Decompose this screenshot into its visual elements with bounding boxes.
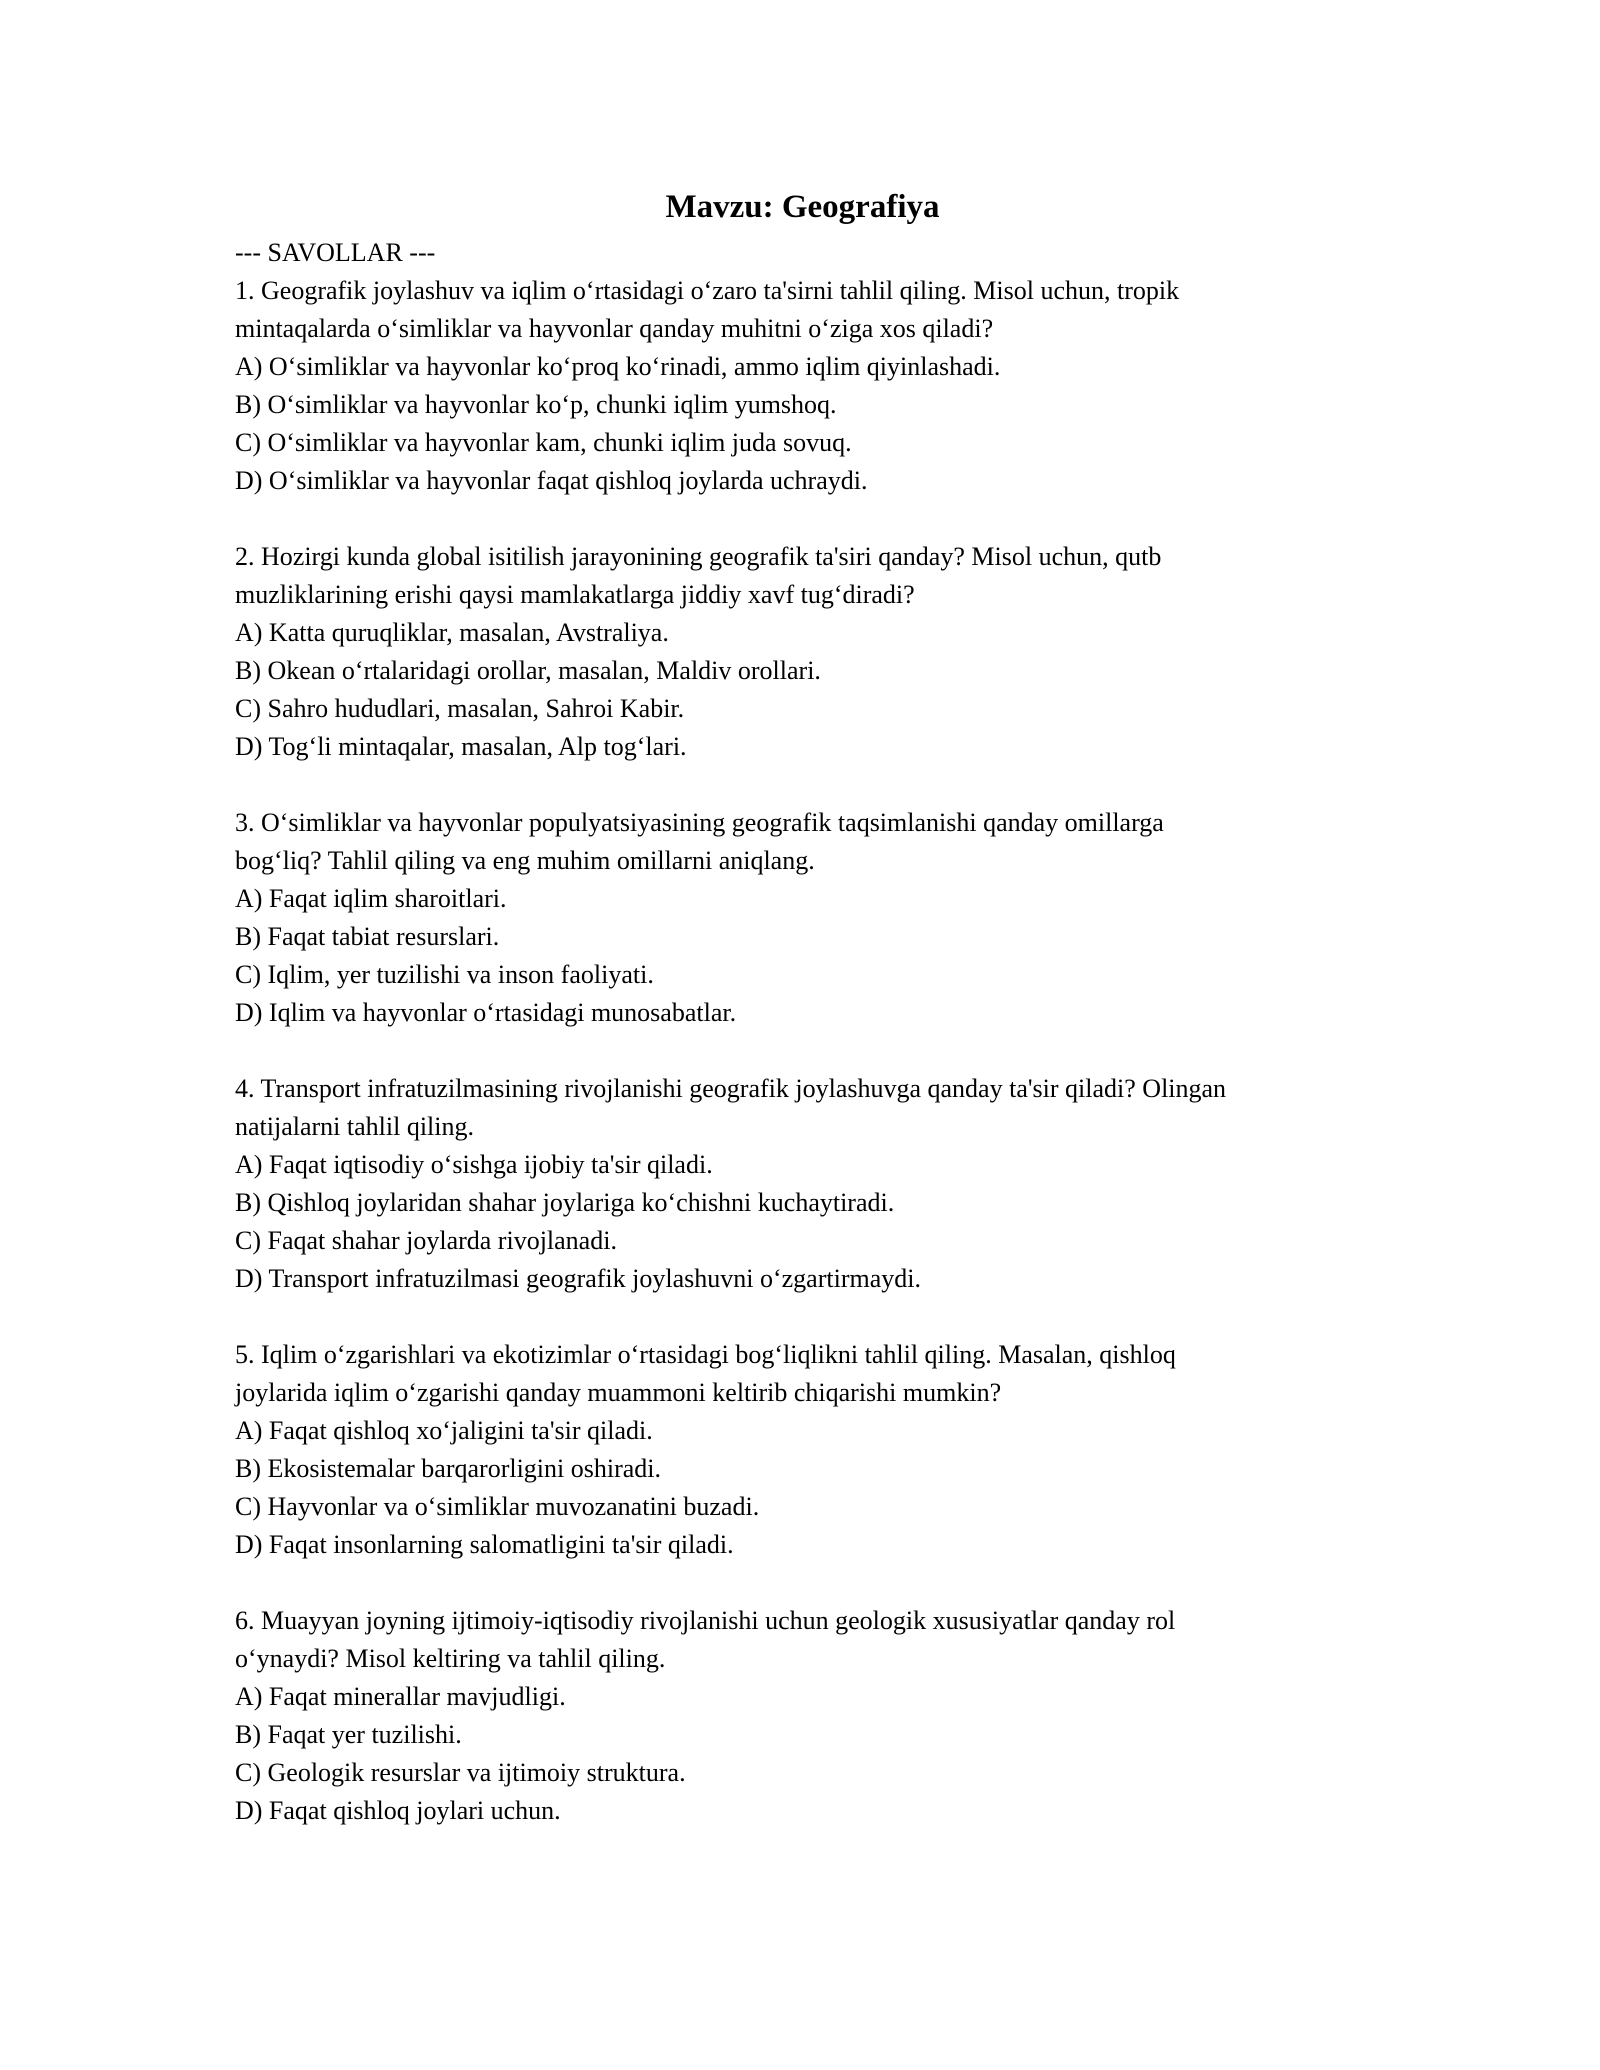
question-5-text-line-2: joylarida iqlim oʻzgarishi qanday muammoni keltirib chiqarishi mumkin? [235, 1378, 1002, 1407]
question-5-text-line-1: 5. Iqlim oʻzgarishlari va ekotizimlar oʻrtasidagi bogʻliqlikni tahlil qiling. Masalan, qishloq [235, 1340, 1176, 1369]
question-2-option-d: D) Togʻli mintaqalar, masalan, Alp togʻlari. [235, 732, 687, 761]
question-3-option-c: C) Iqlim, yer tuzilishi va inson faoliyati. [235, 960, 654, 989]
question-6-text-line-1: 6. Muayyan joyning ijtimoiy-iqtisodiy rivojlanishi uchun geologik xususiyatlar qanday rol [235, 1606, 1176, 1635]
question-1-text-line-2: mintaqalarda oʻsimliklar va hayvonlar qanday muhitni oʻziga xos qiladi? [235, 314, 994, 343]
question-5 [235, 1336, 1370, 1564]
question-6-option-c: C) Geologik resurslar va ijtimoiy struktura. [235, 1758, 686, 1787]
question-3-text-line-1: 3. Oʻsimliklar va hayvonlar populyatsiyasining geografik taqsimlanishi qanday omillarga [235, 808, 1164, 837]
question-4-option-d: D) Transport infratuzilmasi geografik joylashuvni oʻzgartirmaydi. [235, 1264, 921, 1293]
question-2 [235, 538, 1370, 766]
question-6-option-a: A) Faqat minerallar mavjudligi. [235, 1682, 566, 1711]
question-1-option-b: B) Oʻsimliklar va hayvonlar koʻp, chunki iqlim yumshoq. [235, 390, 837, 419]
question-2-text-line-2: muzliklarining erishi qaysi mamlakatlarga jiddiy xavf tugʻdiradi? [235, 580, 915, 609]
question-4-option-c: C) Faqat shahar joylarda rivojlanadi. [235, 1226, 617, 1255]
question-1 [235, 272, 1370, 500]
question-1-option-c: C) Oʻsimliklar va hayvonlar kam, chunki iqlim juda sovuq. [235, 428, 852, 457]
question-2-text-line-1: 2. Hozirgi kunda global isitilish jarayonining geografik ta'siri qanday? Misol uchun, qutb [235, 542, 1162, 571]
question-3-text-line-2: bogʻliq? Tahlil qiling va eng muhim omillarni aniqlang. [235, 846, 815, 875]
question-6-option-d: D) Faqat qishloq joylari uchun. [235, 1796, 561, 1825]
question-4-text-line-2: natijalarni tahlil qiling. [235, 1112, 475, 1141]
question-6-option-b: B) Faqat yer tuzilishi. [235, 1720, 462, 1749]
question-1-option-a: A) Oʻsimliklar va hayvonlar koʻproq koʻrinadi, ammo iqlim qiyinlashadi. [235, 352, 1001, 381]
question-1-text-line-1: 1. Geografik joylashuv va iqlim oʻrtasidagi oʻzaro ta'sirni tahlil qiling. Misol uchun, tropik [235, 276, 1180, 305]
question-2-option-c: C) Sahro hududlari, masalan, Sahroi Kabir. [235, 694, 685, 723]
question-5-option-d: D) Faqat insonlarning salomatligini ta'sir qiladi. [235, 1530, 734, 1559]
question-5-option-c: C) Hayvonlar va oʻsimliklar muvozanatini buzadi. [235, 1492, 760, 1521]
document-title: Mavzu: Geografiya [665, 189, 940, 225]
question-3-option-b: B) Faqat tabiat resurslari. [235, 922, 500, 951]
question-5-option-b: B) Ekosistemalar barqarorligini oshiradi. [235, 1454, 662, 1483]
question-6 [235, 1602, 1370, 1830]
question-4 [235, 1070, 1370, 1298]
question-2-option-b: B) Okean oʻrtalaridagi orollar, masalan, Maldiv orollari. [235, 656, 821, 685]
question-3-option-d: D) Iqlim va hayvonlar oʻrtasidagi munosabatlar. [235, 998, 737, 1027]
question-5-option-a: A) Faqat qishloq xoʻjaligini ta'sir qiladi. [235, 1416, 653, 1445]
question-6-text-line-2: oʻynaydi? Misol keltiring va tahlil qiling. [235, 1644, 666, 1673]
question-4-option-a: A) Faqat iqtisodiy oʻsishga ijobiy ta'sir qiladi. [235, 1150, 713, 1179]
question-3 [235, 804, 1370, 1032]
question-4-option-b: B) Qishloq joylaridan shahar joylariga koʻchishni kuchaytiradi. [235, 1188, 895, 1217]
question-1-option-d: D) Oʻsimliklar va hayvonlar faqat qishloq joylarda uchraydi. [235, 466, 868, 495]
question-2-option-a: A) Katta quruqliklar, masalan, Avstraliya. [235, 618, 669, 647]
question-3-option-a: A) Faqat iqlim sharoitlari. [235, 884, 507, 913]
section-header-savollar: --- SAVOLLAR --- [235, 238, 436, 267]
question-4-text-line-1: 4. Transport infratuzilmasining rivojlanishi geografik joylashuvga qanday ta'sir qiladi? Olingan [235, 1074, 1227, 1103]
